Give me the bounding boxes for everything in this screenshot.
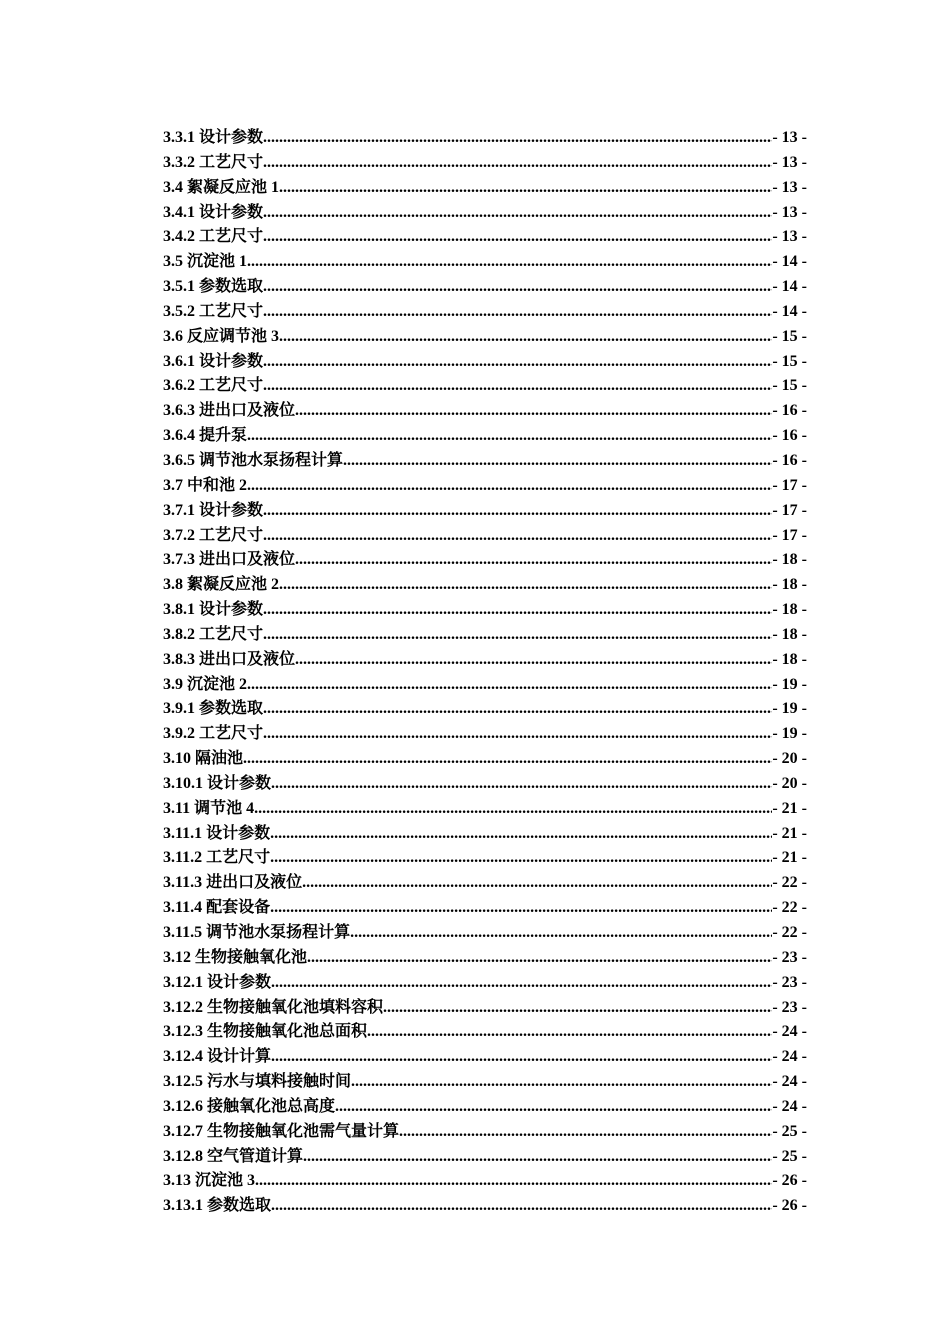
toc-entry-title: 3.12 生物接触氧化池: [163, 948, 308, 966]
toc-entry[interactable]: [163, 1070, 807, 1095]
toc-entry-page-number: - 16 -: [772, 427, 807, 445]
toc-entry[interactable]: [163, 474, 807, 499]
toc-entry[interactable]: [163, 126, 807, 151]
toc-entry[interactable]: [163, 772, 807, 797]
toc-entry-page-number: - 13 -: [772, 129, 807, 146]
toc-entry[interactable]: [163, 896, 807, 921]
toc-entry-title: 3.13 沉淀池 3: [163, 1172, 256, 1190]
dot-leader: [263, 697, 772, 722]
toc-entry[interactable]: [163, 1095, 807, 1120]
toc-entry-title: 3.3.1 设计参数: [163, 129, 264, 146]
toc-entry-title: 3.11.2 工艺尺寸: [163, 849, 271, 867]
toc-entry-page-number: - 18 -: [772, 576, 807, 594]
toc-entry-title: 3.8.1 设计参数: [163, 601, 264, 619]
dot-leader: [254, 797, 772, 822]
toc-entry[interactable]: [163, 176, 807, 201]
toc-entry-title: 3.11.1 设计参数: [163, 824, 271, 842]
dot-leader: [351, 1070, 772, 1095]
dot-leader: [270, 846, 772, 871]
toc-entry[interactable]: [163, 648, 807, 673]
toc-entry-page-number: - 21 -: [772, 799, 807, 817]
toc-entry-page-number: - 21 -: [772, 849, 807, 867]
dot-leader: [247, 673, 772, 698]
toc-entry-title: 3.5.2 工艺尺寸: [163, 302, 264, 320]
toc-entry-title: 3.12.1 设计参数: [163, 973, 272, 991]
toc-entry-title: 3.11.5 调节池水泵扬程计算: [163, 924, 351, 941]
toc-entry[interactable]: [163, 201, 807, 226]
toc-entry[interactable]: [163, 747, 807, 772]
dot-leader: [302, 871, 772, 896]
toc-entry-page-number: - 14 -: [772, 253, 807, 271]
dot-leader: [263, 524, 772, 549]
toc-entry[interactable]: [163, 548, 807, 573]
toc-entry-page-number: - 24 -: [772, 1048, 807, 1066]
dot-leader: [295, 399, 772, 424]
toc-entry[interactable]: [163, 151, 807, 176]
dot-leader: [263, 350, 772, 375]
dot-leader: [307, 946, 772, 971]
dot-leader: [263, 201, 772, 226]
toc-entry[interactable]: [163, 524, 807, 549]
toc-entry[interactable]: [163, 449, 807, 474]
toc-entry[interactable]: [163, 1145, 807, 1170]
toc-entry-page-number: - 16 -: [772, 402, 807, 420]
dot-leader: [343, 449, 772, 474]
toc-entry-title: 3.6.3 进出口及液位: [163, 402, 296, 420]
toc-entry-title: 3.7 中和池 2: [163, 476, 248, 494]
toc-entry[interactable]: [163, 623, 807, 648]
toc-entry[interactable]: [163, 275, 807, 300]
dot-leader: [399, 1120, 772, 1145]
toc-entry-title: 3.6 反应调节池 3: [163, 327, 280, 345]
dot-leader: [263, 598, 772, 623]
toc-entry-page-number: - 24 -: [772, 1097, 807, 1115]
toc-entry[interactable]: [163, 424, 807, 449]
toc-entry-page-number: - 15 -: [772, 352, 807, 370]
toc-entry[interactable]: [163, 1045, 807, 1070]
toc-entry-page-number: - 26 -: [772, 1172, 807, 1190]
toc-entry-title: 3.12.7 生物接触氧化池需气量计算: [163, 1122, 400, 1140]
toc-entry-title: 3.10 隔油池: [163, 750, 244, 768]
toc-entry-title: 3.6.1 设计参数: [163, 352, 264, 370]
toc-entry[interactable]: [163, 573, 807, 598]
dot-leader: [335, 1095, 772, 1120]
toc-entry-title: 3.4 絮凝反应池 1: [163, 178, 280, 196]
dot-leader: [270, 896, 772, 921]
toc-entry[interactable]: [163, 921, 807, 946]
toc-entry-title: 3.12.4 设计计算: [163, 1048, 272, 1066]
toc-entry-title: 3.10.1 设计参数: [163, 774, 272, 792]
dot-leader: [383, 996, 772, 1021]
toc-entry-title: 3.11.3 进出口及液位: [163, 874, 303, 892]
toc-entry[interactable]: [163, 374, 807, 399]
toc-entry-title: 3.6.4 提升泵: [163, 427, 248, 445]
dot-leader: [243, 747, 772, 772]
dot-leader: [271, 1194, 772, 1219]
toc-entry-page-number: - 13 -: [772, 228, 807, 246]
toc-entry[interactable]: [163, 822, 807, 847]
toc-entry[interactable]: [163, 1020, 807, 1045]
dot-leader: [271, 971, 772, 996]
dot-leader: [263, 300, 772, 325]
toc-entry-page-number: - 13 -: [772, 203, 807, 221]
toc-entry[interactable]: [163, 225, 807, 250]
toc-entry-page-number: - 16 -: [772, 451, 807, 469]
toc-entry-page-number: - 19 -: [772, 725, 807, 743]
toc-entry-page-number: - 24 -: [772, 1023, 807, 1041]
dot-leader: [247, 424, 772, 449]
toc-entry[interactable]: [163, 722, 807, 747]
toc-entry[interactable]: [163, 673, 807, 698]
dot-leader: [350, 921, 772, 946]
toc-entry-title: 3.4.1 设计参数: [163, 203, 264, 221]
toc-entry-page-number: - 21 -: [772, 824, 807, 842]
dot-leader: [295, 548, 772, 573]
toc-entry-page-number: - 19 -: [772, 675, 807, 693]
toc-entry-title: 3.11 调节池 4: [163, 799, 255, 817]
toc-entry-page-number: - 17 -: [772, 501, 807, 519]
toc-entry-page-number: - 14 -: [772, 278, 807, 296]
toc-entry-page-number: - 14 -: [772, 302, 807, 320]
dot-leader: [279, 176, 772, 201]
dot-leader: [263, 151, 772, 176]
toc-entry-title: 3.4.2 工艺尺寸: [163, 228, 264, 246]
toc-entry-title: 3.9.1 参数选取: [163, 700, 264, 718]
toc-entry-title: 3.12.3 生物接触氧化池总面积: [163, 1023, 368, 1041]
dot-leader: [263, 225, 772, 250]
dot-leader: [247, 250, 772, 275]
toc-entry[interactable]: [163, 697, 807, 722]
toc-entry-page-number: - 13 -: [772, 153, 807, 171]
toc-entry-title: 3.6.2 工艺尺寸: [163, 377, 264, 395]
toc-entry-page-number: - 26 -: [772, 1197, 807, 1215]
toc-entry[interactable]: [163, 350, 807, 375]
toc-entry[interactable]: [163, 1120, 807, 1145]
toc-entry-page-number: - 15 -: [772, 327, 807, 345]
toc-entry-page-number: - 19 -: [772, 700, 807, 718]
toc-entry-page-number: - 17 -: [772, 476, 807, 494]
toc-entry-page-number: - 20 -: [772, 774, 807, 792]
toc-entry-page-number: - 23 -: [772, 948, 807, 966]
toc-entry-title: 3.8 絮凝反应池 2: [163, 576, 280, 594]
toc-entry[interactable]: [163, 1194, 807, 1219]
toc-entry[interactable]: [163, 871, 807, 896]
dot-leader: [279, 573, 772, 598]
dot-leader: [295, 648, 772, 673]
toc-entry-page-number: - 13 -: [772, 178, 807, 196]
toc-entry-page-number: - 22 -: [772, 924, 807, 941]
toc-entry-title: 3.8.3 进出口及液位: [163, 650, 296, 668]
toc-entry-page-number: - 18 -: [772, 551, 807, 569]
toc-entry-title: 3.9 沉淀池 2: [163, 675, 248, 693]
toc-entry-title: 3.12.8 空气管道计算: [163, 1147, 304, 1165]
dot-leader: [263, 722, 772, 747]
toc-entry-title: 3.7.1 设计参数: [163, 501, 264, 519]
dot-leader: [263, 275, 772, 300]
toc-entry[interactable]: [163, 499, 807, 524]
toc-entry-title: 3.13.1 参数选取: [163, 1197, 272, 1215]
toc-entry-title: 3.5 沉淀池 1: [163, 253, 248, 271]
dot-leader: [255, 1169, 772, 1194]
toc-entry[interactable]: [163, 1169, 807, 1194]
toc-entry[interactable]: [163, 250, 807, 275]
toc-entry[interactable]: [163, 971, 807, 996]
dot-leader: [263, 499, 772, 524]
toc-entry-page-number: - 25 -: [772, 1147, 807, 1165]
dot-leader: [270, 822, 772, 847]
toc-entry-page-number: - 23 -: [772, 998, 807, 1016]
toc-entry-page-number: - 20 -: [772, 750, 807, 768]
toc-entry-page-number: - 24 -: [772, 1073, 807, 1091]
toc-entry[interactable]: [163, 399, 807, 424]
dot-leader: [279, 325, 772, 350]
toc-entry[interactable]: [163, 325, 807, 350]
toc-entry-title: 3.6.5 调节池水泵扬程计算: [163, 451, 344, 469]
toc-entry-page-number: - 18 -: [772, 625, 807, 643]
toc-entry[interactable]: [163, 846, 807, 871]
toc-entry[interactable]: [163, 300, 807, 325]
toc-entry-page-number: - 18 -: [772, 601, 807, 619]
dot-leader: [247, 474, 772, 499]
toc-entry-title: 3.5.1 参数选取: [163, 278, 264, 296]
toc-entry[interactable]: [163, 797, 807, 822]
dot-leader: [367, 1020, 772, 1045]
toc-entry-page-number: - 22 -: [772, 874, 807, 892]
toc-entry-page-number: - 22 -: [772, 899, 807, 917]
toc-entry-title: 3.3.2 工艺尺寸: [163, 153, 264, 171]
toc-entry-page-number: - 18 -: [772, 650, 807, 668]
toc-entry-page-number: - 25 -: [772, 1122, 807, 1140]
toc-entry-title: 3.12.6 接触氧化池总高度: [163, 1097, 336, 1115]
toc-entry-page-number: - 15 -: [772, 377, 807, 395]
toc-entry[interactable]: [163, 598, 807, 623]
table-of-contents: [163, 126, 807, 1219]
toc-entry-page-number: - 23 -: [772, 973, 807, 991]
dot-leader: [271, 1045, 772, 1070]
toc-entry-title: 3.12.5 污水与填料接触时间: [163, 1073, 352, 1091]
toc-entry[interactable]: [163, 996, 807, 1021]
toc-entry[interactable]: [163, 946, 807, 971]
dot-leader: [263, 623, 772, 648]
dot-leader: [263, 126, 772, 151]
toc-entry-title: 3.8.2 工艺尺寸: [163, 625, 264, 643]
toc-entry-title: 3.9.2 工艺尺寸: [163, 725, 264, 743]
toc-entry-title: 3.12.2 生物接触氧化池填料容积: [163, 998, 384, 1016]
toc-entry-title: 3.11.4 配套设备: [163, 899, 271, 917]
toc-entry-title: 3.7.3 进出口及液位: [163, 551, 296, 569]
toc-entry-title: 3.7.2 工艺尺寸: [163, 526, 264, 544]
toc-entry-page-number: - 17 -: [772, 526, 807, 544]
dot-leader: [303, 1145, 772, 1170]
dot-leader: [271, 772, 772, 797]
dot-leader: [263, 374, 772, 399]
